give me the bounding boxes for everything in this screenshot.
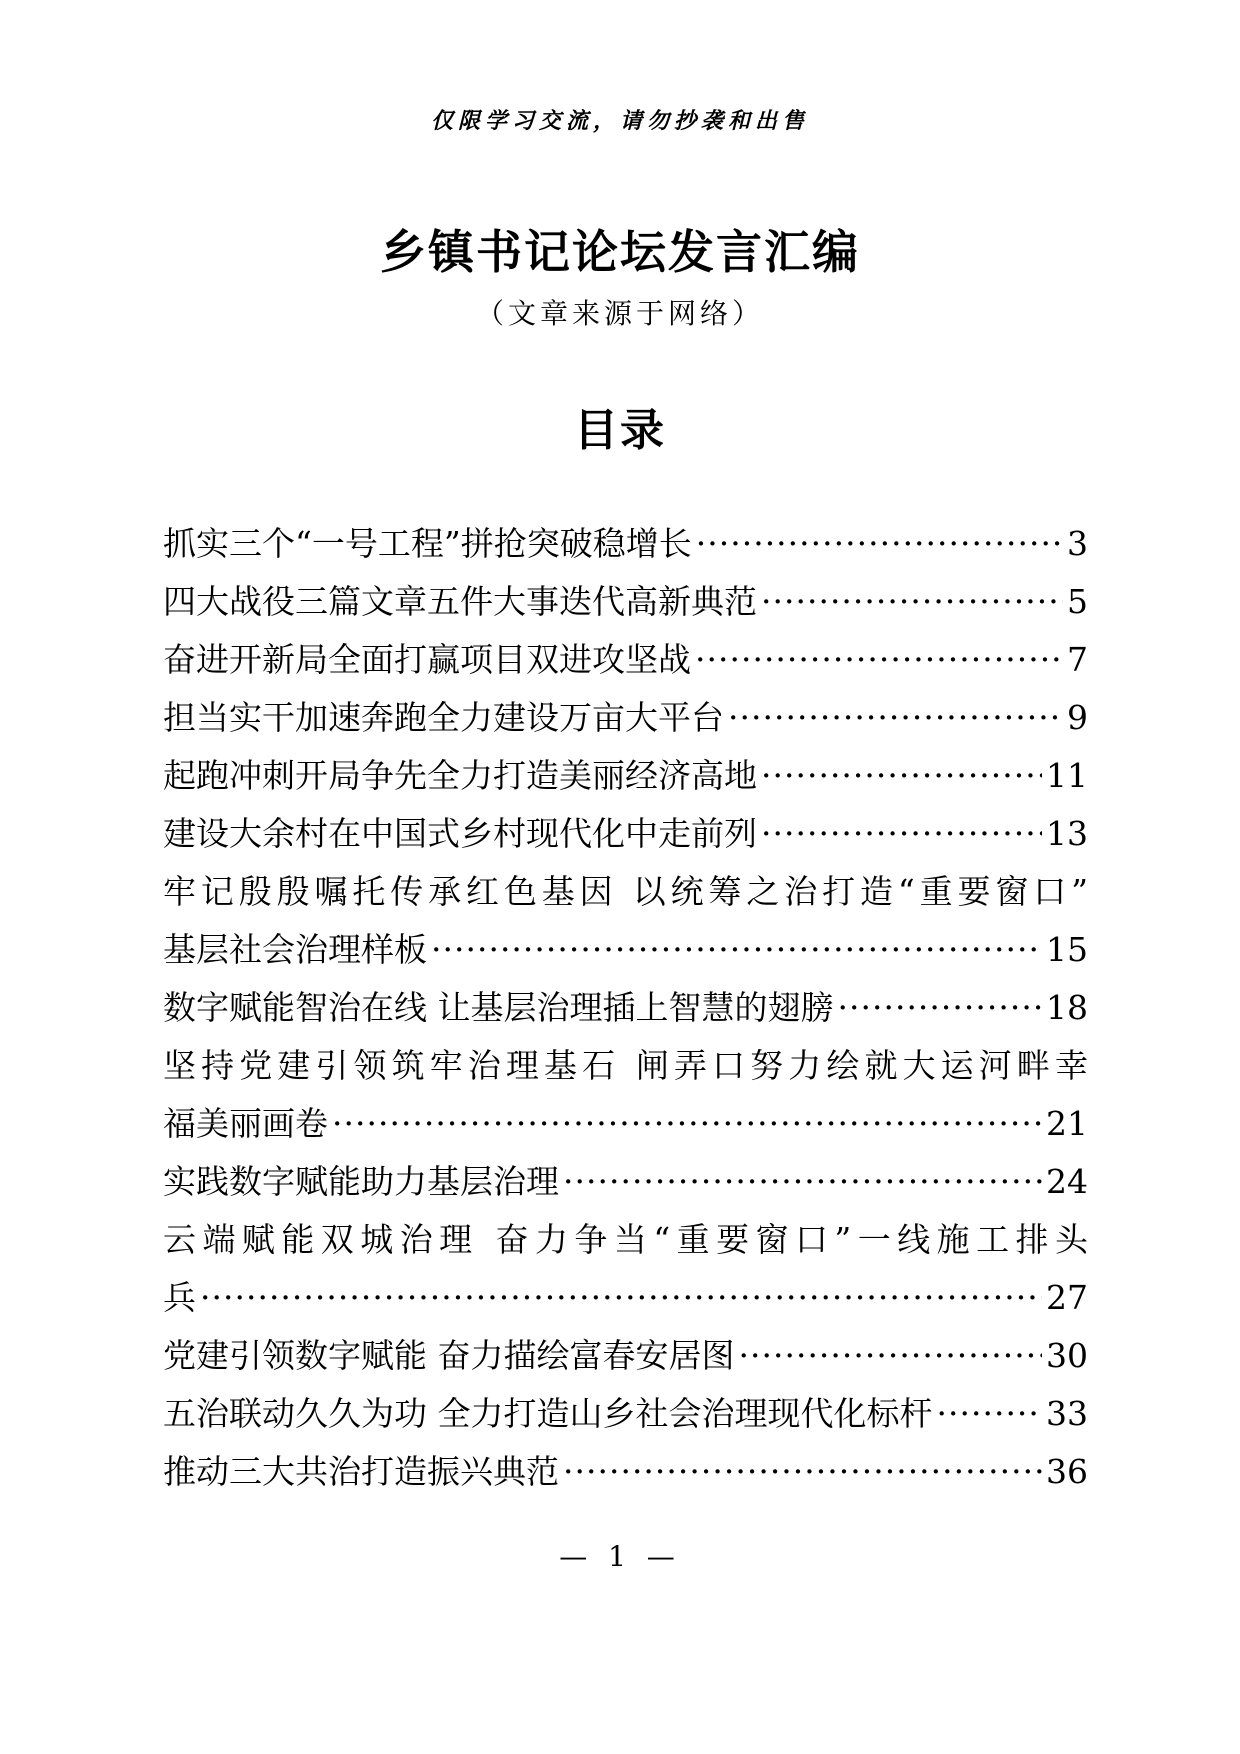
- table-of-contents: [163, 515, 1088, 1501]
- toc-entry[interactable]: [163, 979, 1088, 1037]
- toc-entry[interactable]: [163, 1153, 1088, 1211]
- toc-entry[interactable]: [163, 515, 1088, 573]
- toc-entry-title: 担当实干加速奔跑全力建设万亩大平台: [163, 698, 724, 737]
- copyright-notice: 仅限学习交流，请勿抄袭和出售: [430, 108, 809, 134]
- toc-entry-title: 建设大余村在中国式乡村现代化中走前列: [163, 814, 757, 853]
- toc-entry[interactable]: [163, 1327, 1088, 1385]
- toc-entry[interactable]: [163, 863, 1088, 979]
- toc-entry-line: [163, 1385, 1088, 1443]
- page-number: — 1 —: [559, 1540, 681, 1573]
- dot-leader: [761, 805, 1042, 863]
- toc-entry-line: [163, 1153, 1088, 1211]
- dot-leader: [431, 921, 1042, 979]
- dot-leader: [728, 689, 1063, 747]
- dot-leader: [761, 573, 1063, 631]
- toc-entry-page: 36: [1046, 1452, 1088, 1491]
- toc-entry[interactable]: [163, 631, 1088, 689]
- toc-entry-page: 21: [1046, 1104, 1088, 1143]
- toc-entry-title: 基层社会治理样板: [163, 930, 427, 969]
- toc-entry-line: [163, 1327, 1088, 1385]
- toc-entry-title: 党建引领数字赋能 奋力描绘富春安居图: [163, 1336, 735, 1375]
- toc-entry-line: [163, 747, 1088, 805]
- dot-leader: [563, 1443, 1042, 1501]
- toc-entry-title: 四大战役三篇文章五件大事迭代高新典范: [163, 582, 757, 621]
- document-subtitle: （文章来源于网络）: [475, 297, 764, 330]
- toc-entry-page: 3: [1067, 524, 1088, 563]
- dot-leader: [695, 631, 1063, 689]
- dot-leader: [761, 747, 1042, 805]
- toc-heading: 目录: [574, 405, 666, 456]
- toc-entry-line: [163, 921, 1088, 979]
- document-title: 乡镇书记论坛发言汇编: [380, 225, 860, 279]
- toc-entry-title: 推动三大共治打造振兴典范: [163, 1452, 559, 1491]
- toc-entry[interactable]: [163, 747, 1088, 805]
- dot-leader: [563, 1153, 1042, 1211]
- toc-entry-line: [163, 805, 1088, 863]
- toc-entry-page: 7: [1067, 640, 1088, 679]
- toc-entry-title: 福美丽画卷: [163, 1104, 328, 1143]
- toc-entry-page: 27: [1046, 1278, 1088, 1317]
- toc-entry-title-line: 坚持党建引领筑牢治理基石 闸弄口努力绘就大运河畔幸: [163, 1046, 1088, 1085]
- toc-entry-title: 数字赋能智治在线 让基层治理插上智慧的翅膀: [163, 988, 834, 1027]
- toc-entry-page: 15: [1046, 930, 1088, 969]
- toc-entry[interactable]: [163, 1037, 1088, 1153]
- toc-entry-line: [163, 1095, 1088, 1153]
- toc-entry[interactable]: [163, 573, 1088, 631]
- toc-entry-title: 起跑冲刺开局争先全力打造美丽经济高地: [163, 756, 757, 795]
- toc-entry-line: [163, 573, 1088, 631]
- toc-entry-page: 24: [1046, 1162, 1088, 1201]
- toc-entry-page: 33: [1046, 1394, 1088, 1433]
- toc-entry[interactable]: [163, 689, 1088, 747]
- toc-entry[interactable]: [163, 1443, 1088, 1501]
- toc-entry-page: 18: [1046, 988, 1088, 1027]
- toc-entry-page: 13: [1046, 814, 1088, 853]
- dot-leader: [332, 1095, 1042, 1153]
- toc-entry[interactable]: [163, 1385, 1088, 1443]
- toc-entry-page: 11: [1046, 756, 1088, 795]
- toc-entry-title: 五治联动久久为功 全力打造山乡社会治理现代化标杆: [163, 1394, 933, 1433]
- toc-entry-line: [163, 689, 1088, 747]
- dot-leader: [739, 1327, 1043, 1385]
- toc-entry-title: 实践数字赋能助力基层治理: [163, 1162, 559, 1201]
- toc-entry-line: [163, 979, 1088, 1037]
- toc-entry-title: 抓实三个“一号工程”拼抢突破稳增长: [163, 524, 692, 563]
- toc-entry[interactable]: [163, 1211, 1088, 1327]
- toc-entry-title: 兵: [163, 1278, 196, 1317]
- dot-leader: [838, 979, 1043, 1037]
- toc-entry-title-line: 云端赋能双城治理 奋力争当“重要窗口”一线施工排头: [163, 1220, 1088, 1259]
- dot-leader: [937, 1385, 1043, 1443]
- toc-entry-title: 奋进开新局全面打赢项目双进攻坚战: [163, 640, 691, 679]
- dot-leader: [200, 1269, 1042, 1327]
- toc-entry-page: 30: [1046, 1336, 1088, 1375]
- dot-leader: [696, 515, 1063, 573]
- toc-entry-line: [163, 631, 1088, 689]
- toc-entry-line: [163, 515, 1088, 573]
- toc-entry-page: 5: [1067, 582, 1088, 621]
- toc-entry-title-line: 牢记殷殷嘱托传承红色基因 以统筹之治打造“重要窗口”: [163, 872, 1088, 911]
- toc-entry[interactable]: [163, 805, 1088, 863]
- toc-entry-page: 9: [1067, 698, 1088, 737]
- toc-entry-line: [163, 1443, 1088, 1501]
- toc-entry-line: [163, 1269, 1088, 1327]
